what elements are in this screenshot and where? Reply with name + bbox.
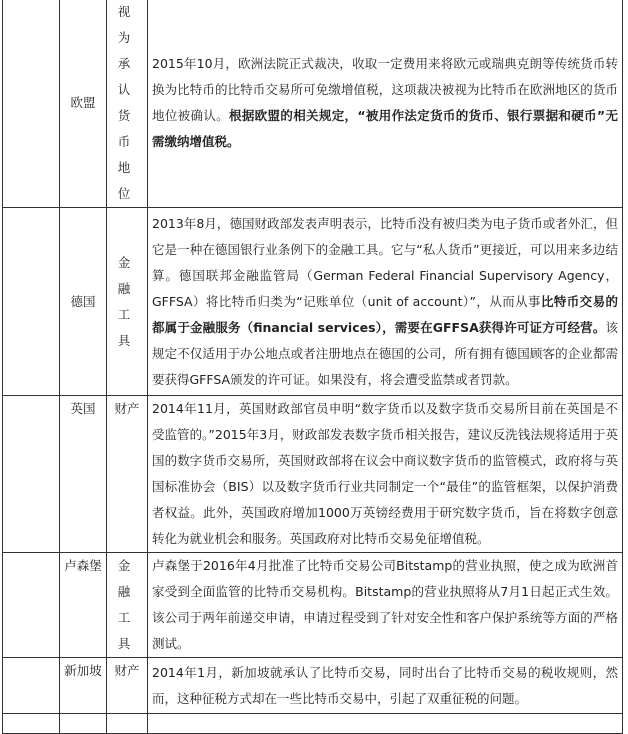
description-bold: 根据欧盟的相关规定，“被用作法定货币的货币、银行票据和硬币”无需缴纳增值税。 xyxy=(152,108,618,149)
blank-cell xyxy=(3,0,60,208)
country-cell: 德国 xyxy=(60,208,107,396)
category-cell: 金融工具 xyxy=(107,553,148,658)
table-row xyxy=(3,658,623,714)
country-cell: 欧盟 xyxy=(60,0,107,208)
country-cell: 英国 xyxy=(60,396,107,553)
description-cell xyxy=(148,553,623,658)
blank-cell xyxy=(107,714,148,734)
blank-cell xyxy=(148,714,623,734)
table-row xyxy=(3,553,623,658)
description-cell xyxy=(148,0,623,208)
description-cell xyxy=(148,396,623,553)
category-cell: 金融工具 xyxy=(107,208,148,396)
country-cell: 新加坡 xyxy=(60,658,107,714)
blank-cell xyxy=(3,714,60,734)
category-cell: 财产 xyxy=(107,658,148,714)
description-text: 2014年1月，新加坡就承认了比特币交易，同时出台了比特币交易的税收规则，然而，这种征税方式却在一些比特币交易中，引起了双重征税的问题。 xyxy=(152,664,618,706)
description-cell xyxy=(148,208,623,396)
table-row xyxy=(3,208,623,396)
description-text: 2014年11月，英国财政部官员申明“数字货币以及数字货币交易所目前在英国是不受监管的。”2015年3月，财政部发表数字货币相关报告，建议反洗钱法规将适用于英国的数字货币交易所，英国财政部将在议会中商议数字货币的监管模式，政府将与英国标准协会（BIS）以及数字货币行业共同制定一个“最佳”的监管框架，以保护消费者权益。此外，英国政府增加1000万英镑经费用于研究数字货币，旨在将数字创意转化为就业机会和服务。英国政府对比特币交易免征增值税。 xyxy=(152,401,618,546)
description-cell xyxy=(148,658,623,714)
table-row xyxy=(3,396,623,553)
blank-cell xyxy=(3,658,60,714)
country-cell: 卢森堡 xyxy=(60,553,107,658)
description-text: 2015年10月，欧洲法院正式裁决，收取一定费用来将欧元或瑞典克朗等传统货币转换为比特币的比特币交易所可免缴增值税，这项裁决被视为比特币在欧洲地区的货币地位被确认。 xyxy=(152,56,618,123)
category-cell: 视为承认货币地位 xyxy=(107,0,148,208)
regulation-table xyxy=(2,0,623,734)
description-tail: 该规定不仅适用于办公地点或者注册地点在德国的公司，所有拥有德国顾客的企业都需要获得GFFSA颁发的许可证。如果没有，将会遭受监禁或者罚款。 xyxy=(152,319,618,387)
description-text: 2013年8月，德国财政部发表声明表示，比特币没有被归类为电子货币或者外汇，但它是一种在德国银行业条例下的金融工具。它与“私人货币”更接近，可以用来多边结算。德国联邦金融监管局（German Federal Financial Supervisory Agency，GFFSA）将比特币归类为“记账单位（unit of account）”，从而从事 xyxy=(152,215,618,309)
blank-cell xyxy=(60,714,107,734)
blank-cell xyxy=(3,396,60,553)
blank-cell xyxy=(3,208,60,396)
category-cell: 财产 xyxy=(107,396,148,553)
description-text: 卢森堡于2016年4月批准了比特币交易公司Bitstamp的营业执照，使之成为欧洲首家受到全面监管的比特币交易机构。Bitstamp的营业执照将从7月1日起正式生效。该公司于两年前递交申请，申请过程受到了针对安全性和客户保护系统等方面的严格测试。 xyxy=(152,558,618,651)
table-row xyxy=(3,714,623,734)
table-row xyxy=(3,0,623,208)
blank-cell xyxy=(3,553,60,658)
description-bold: 比特币交易的都属于金融服务（financial services），需要在GFFSA获得许可证方可经营。 xyxy=(152,293,618,335)
